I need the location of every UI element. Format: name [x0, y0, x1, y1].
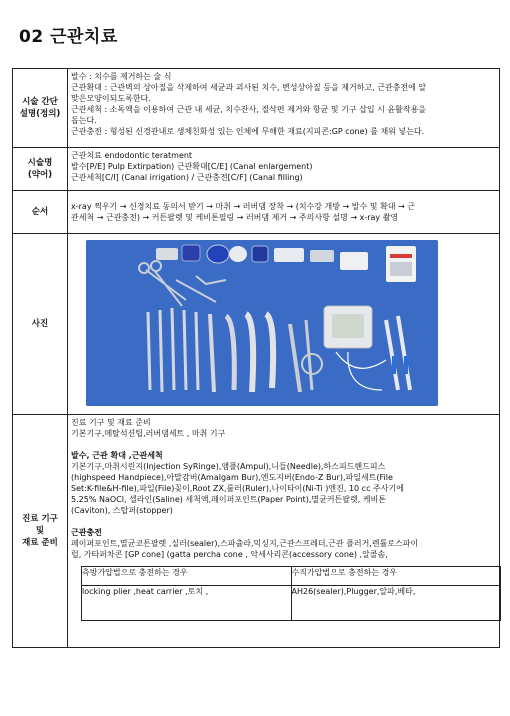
label-line: (약어)	[27, 170, 53, 180]
text-line: 근관충전 : 형성된 신경관내로 생체친화성 있는 인체에 무해한 재료(지피콘:GP cone) 를 채워 넣는다.	[71, 127, 425, 136]
label-prep	[13, 415, 68, 648]
label-definition	[13, 69, 68, 148]
label-line: 및	[35, 526, 45, 536]
inner-body-cell: locking plier ,heat carrier ,토치 ,	[82, 586, 292, 621]
inner-header-cell: 측방가압법으로 충전하는 경우	[82, 567, 292, 586]
text-line: (highspeed Handpiece),아말감버(Amalgam Bur),엔도지버(Endo-Z Bur),파일세트(File	[71, 473, 393, 482]
group-heading: 진료 기구 및 재료 준비	[71, 418, 151, 427]
text-line: Set:K-file&H-file),파일(File)꽂이,Root ZX,룰러(Ruler),나이타이(Ni-Ti )엔진, 10 cc 주사기에	[71, 484, 404, 493]
group-heading: 발수, 근관 확대 ,근관세척	[71, 451, 163, 460]
row-definition	[13, 69, 500, 148]
text-line: 페이퍼포인트,멸균코튼팔렛 ,실러(sealer),스파츌라,믹싱지,근관스프레더,근관 플러거,렌튤로스파이	[71, 539, 419, 548]
definition-content	[68, 69, 500, 148]
label-line: 순서	[31, 207, 49, 217]
group-heading: 근관충전	[71, 528, 102, 537]
name-content	[68, 148, 500, 191]
label-line: 시술 간단	[22, 97, 58, 107]
prep-content	[68, 415, 500, 648]
text-line: 5.25% NaOCl, 셀라인(Saline) 세척액,페이퍼포인트(Paper Point),멸균커튼팔렛, 케비톤	[71, 495, 387, 504]
text-line: (Caviton), 스탑퍼(stopper)	[71, 506, 173, 515]
text-line: 근관세척[C/I] (Canal irrigation) / 근관충전[C/F] (Canal filling)	[71, 173, 303, 182]
dental-instruments-photo	[86, 240, 438, 406]
label-photo	[13, 234, 68, 415]
label-line: 사진	[31, 319, 49, 329]
text-line: 관세척 → 근관충전) → 커튼팔렛 및 케비톤필링 → 러버댐 제거 → 주의사항 설명 → x-ray 촬영	[71, 213, 399, 222]
inner-header-row	[82, 567, 501, 586]
text-line: 럴, 가타퍼차콘 [GP cone] (gatta percha cone , 악세사리콘(accessory cone) ,알콜솜,	[71, 550, 388, 559]
text-line: x-ray 찍우기 → 신경치료 동의서 받기 → 마취 → 러버댐 장착 → (치수강 개방 → 발수 및 확대 → 근	[71, 202, 416, 211]
row-name	[13, 148, 500, 191]
label-line: 진료 기구	[22, 514, 58, 524]
label-line: 설명(정의)	[19, 109, 61, 119]
order-content	[68, 191, 500, 234]
text-line: 기본기구,마취시린지(Injection SyRinge),앰플(Ampul),니들(Needle),하스피드핸드피스	[71, 462, 386, 471]
text-line: 맞은모양이되도록한다.	[71, 94, 151, 103]
text-line: 근관세척 : 소독액을 이용하여 근관 내 세균, 치수잔사, 절삭편 제거와 항균 및 기구 삽입 시 윤활작용을	[71, 105, 427, 114]
text-line: 근관확대 : 근관벽의 상아질을 삭제하여 세균과 괴사된 치수, 변성상아질 등을 제거하고, 근관충전에 알	[71, 83, 427, 92]
text-line: 근관치료 endodontic teratment	[71, 151, 193, 160]
page-title: 02 근관치료	[19, 27, 118, 47]
label-line: 시술명	[27, 158, 53, 168]
row-photo	[13, 234, 500, 415]
label-order	[13, 191, 68, 234]
procedure-table	[12, 68, 500, 648]
label-line: 재료 준비	[22, 538, 58, 548]
photo-content	[68, 234, 500, 415]
filling-method-table	[81, 566, 501, 621]
inner-body-row	[82, 586, 501, 621]
text-line: 발수[P/E] Pulp Extirpation) 근관확대[C/E] (Canal enlargement)	[71, 162, 313, 171]
label-name	[13, 148, 68, 191]
text-line: 돕는다.	[71, 116, 97, 125]
row-order	[13, 191, 500, 234]
instruments-illustration	[86, 240, 438, 406]
row-prep	[13, 415, 500, 648]
inner-header-cell: 수직가압법으로 충전하는 경우	[291, 567, 501, 586]
text-line: 기본기구,메탈석션팁,러버댐세트 , 마취 기구	[71, 429, 226, 438]
inner-body-cell: AH26(sealer),Plugger,알파,베타,	[291, 586, 501, 621]
text-line: 발수 : 치수를 제거하는 술 식	[71, 72, 172, 81]
